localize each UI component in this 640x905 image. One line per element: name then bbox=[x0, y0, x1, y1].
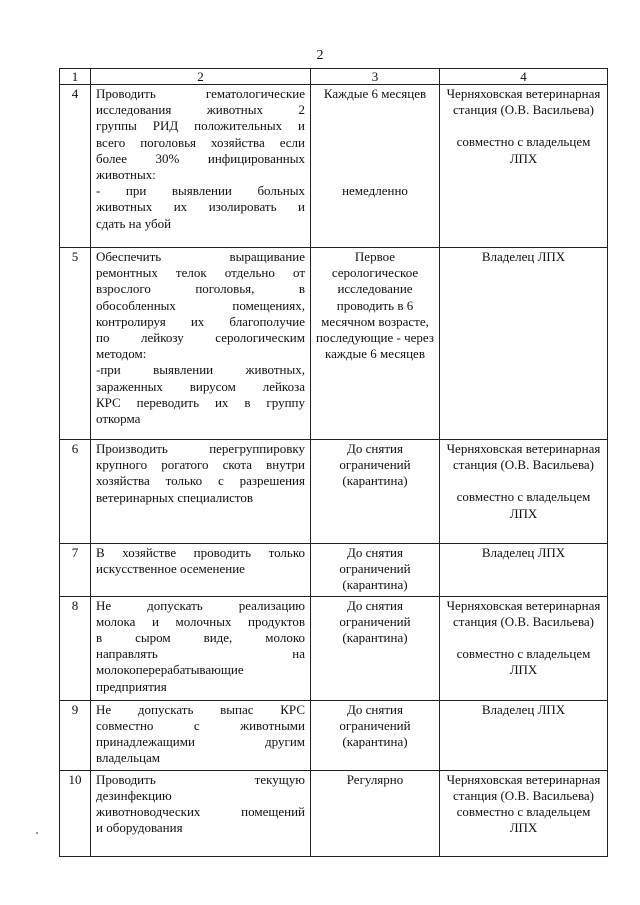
table-row bbox=[60, 440, 608, 544]
measure-text-line: по лейкозу серологическим bbox=[96, 330, 305, 346]
row-number: 7 bbox=[60, 544, 91, 597]
measure-text-line: взрослого поголовья, в bbox=[96, 281, 305, 297]
measure-text-line: - при выявлении больных bbox=[96, 183, 305, 199]
measure-text-line: совместно с животными bbox=[96, 717, 305, 733]
measure-text-line: всего поголовья хозяйства если bbox=[96, 134, 305, 150]
measure-text-line: крупного рогатого скота внутри bbox=[96, 457, 305, 473]
table-row bbox=[60, 85, 608, 248]
responsible-cell bbox=[440, 85, 608, 248]
measure-text-line: молокоперерабатывающие bbox=[96, 662, 244, 678]
measure-text-line: Проводить текущую bbox=[96, 771, 305, 787]
responsible-cell: Владелец ЛПХ bbox=[440, 700, 608, 770]
term-cell: До снятия ограничений (карантина) bbox=[311, 544, 440, 597]
column-header: 1 bbox=[60, 69, 91, 85]
term-cell: До снятия ограничений (карантина) bbox=[311, 440, 440, 544]
table-row bbox=[60, 544, 608, 597]
measure-text-line: группы РИД положительных и bbox=[96, 118, 305, 134]
measure-text-line: -при выявлении животных, bbox=[96, 362, 305, 378]
responsible-text: Черняховская ветеринарная станция (О.В. Васильева) bbox=[446, 441, 601, 473]
measure-text-line: Не допускать реализацию bbox=[96, 597, 305, 613]
measure-cell bbox=[91, 85, 311, 248]
responsible-cell: Владелец ЛПХ bbox=[440, 544, 608, 597]
responsible-text: Черняховская ветеринарная станция (О.В. Васильева) bbox=[446, 771, 601, 803]
measure-text-line: Обеспечить выращивание bbox=[96, 249, 305, 264]
measure-text-line: более 30% инфицированных bbox=[96, 150, 305, 166]
measure-cell bbox=[91, 544, 311, 597]
responsible-cell: Владелец ЛПХ bbox=[440, 248, 608, 440]
measure-text-line: Не допускать выпас КРС bbox=[96, 701, 305, 717]
scan-speck bbox=[36, 832, 38, 834]
measure-cell bbox=[91, 700, 311, 770]
measure-text-line: зараженных вирусом лейкоза bbox=[96, 378, 305, 394]
row-number: 5 bbox=[60, 248, 91, 440]
table-row bbox=[60, 596, 608, 700]
responsible-cell bbox=[440, 440, 608, 544]
table-row bbox=[60, 700, 608, 770]
responsible-text: Черняховская ветеринарная станция (О.В. Васильева) bbox=[446, 597, 601, 629]
measure-text-line: откорма bbox=[96, 411, 141, 427]
measure-text-line: Производить перегруппировку bbox=[96, 441, 305, 456]
term-cell: До снятия ограничений (карантина) bbox=[311, 700, 440, 770]
measure-text-line: животных их изолировать и bbox=[96, 199, 305, 215]
responsible-text: совместно с владельцем ЛПХ bbox=[456, 804, 591, 836]
term-cell: Регулярно bbox=[311, 770, 440, 856]
measure-text-line: в сыром виде, молоко bbox=[96, 630, 305, 646]
column-header: 2 bbox=[91, 69, 311, 85]
page-number: 2 bbox=[316, 48, 324, 63]
measure-text-line: методом: bbox=[96, 346, 147, 362]
row-number: 6 bbox=[60, 440, 91, 544]
row-number: 10 bbox=[60, 770, 91, 856]
table-row bbox=[60, 770, 608, 856]
term-cell: До снятия ограничений (карантина) bbox=[311, 596, 440, 700]
measure-text-line: животных: bbox=[96, 167, 156, 183]
measure-text-line: Проводить гематологические bbox=[96, 86, 305, 101]
measures-table bbox=[59, 68, 608, 857]
measure-text-line: В хозяйстве проводить только bbox=[96, 545, 305, 560]
measure-text-line: принадлежащими другим bbox=[96, 734, 305, 750]
column-header: 3 bbox=[311, 69, 440, 85]
term-cell: Первое серологическое исследование проводить в 6 месячном возрасте, последующие - через каждые 6 месяцев bbox=[311, 248, 440, 440]
measure-text-line: ветеринарных специалистов bbox=[96, 489, 254, 505]
measure-text-line: исследования животных 2 bbox=[96, 102, 305, 118]
term-text: немедленно bbox=[342, 183, 408, 199]
measure-text-line: обособленных помещениях, bbox=[96, 297, 305, 313]
measure-cell bbox=[91, 440, 311, 544]
measure-cell bbox=[91, 596, 311, 700]
measure-cell bbox=[91, 248, 311, 440]
measure-text-line: предприятия bbox=[96, 678, 167, 694]
measure-text-line: ремонтных телок отдельно от bbox=[96, 265, 305, 281]
measure-text-line: КРС переводить их в группу bbox=[96, 394, 305, 410]
table-header-row bbox=[60, 69, 608, 85]
measure-cell bbox=[91, 770, 311, 856]
measure-text-line: и оборудования bbox=[96, 820, 183, 836]
term-cell bbox=[311, 85, 440, 248]
measure-text-line: направлять на bbox=[96, 646, 305, 662]
responsible-cell bbox=[440, 596, 608, 700]
measure-text-line: дезинфекцию bbox=[96, 787, 172, 803]
measure-text-line: контролируя их благополучие bbox=[96, 313, 305, 329]
responsible-text: Черняховская ветеринарная станция (О.В. Васильева) bbox=[446, 86, 601, 118]
row-number: 8 bbox=[60, 596, 91, 700]
measure-text-line: молока и молочных продуктов bbox=[96, 613, 305, 629]
row-number: 9 bbox=[60, 700, 91, 770]
responsible-text: совместно с владельцем ЛПХ bbox=[456, 646, 591, 678]
measure-text-line: животноводческих помещений bbox=[96, 804, 305, 820]
measure-text-line: сдать на убой bbox=[96, 215, 172, 231]
responsible-text: совместно с владельцем ЛПХ bbox=[456, 134, 591, 166]
row-number: 4 bbox=[60, 85, 91, 248]
term-text: Каждые 6 месяцев bbox=[323, 86, 427, 101]
measure-text-line: владельцам bbox=[96, 750, 160, 766]
responsible-cell bbox=[440, 770, 608, 856]
column-header: 4 bbox=[440, 69, 608, 85]
measure-text-line: хозяйства только с разрешения bbox=[96, 473, 305, 489]
responsible-text: совместно с владельцем ЛПХ bbox=[456, 489, 591, 521]
measure-text-line: искусственное осеменение bbox=[96, 561, 245, 577]
table-row bbox=[60, 248, 608, 440]
